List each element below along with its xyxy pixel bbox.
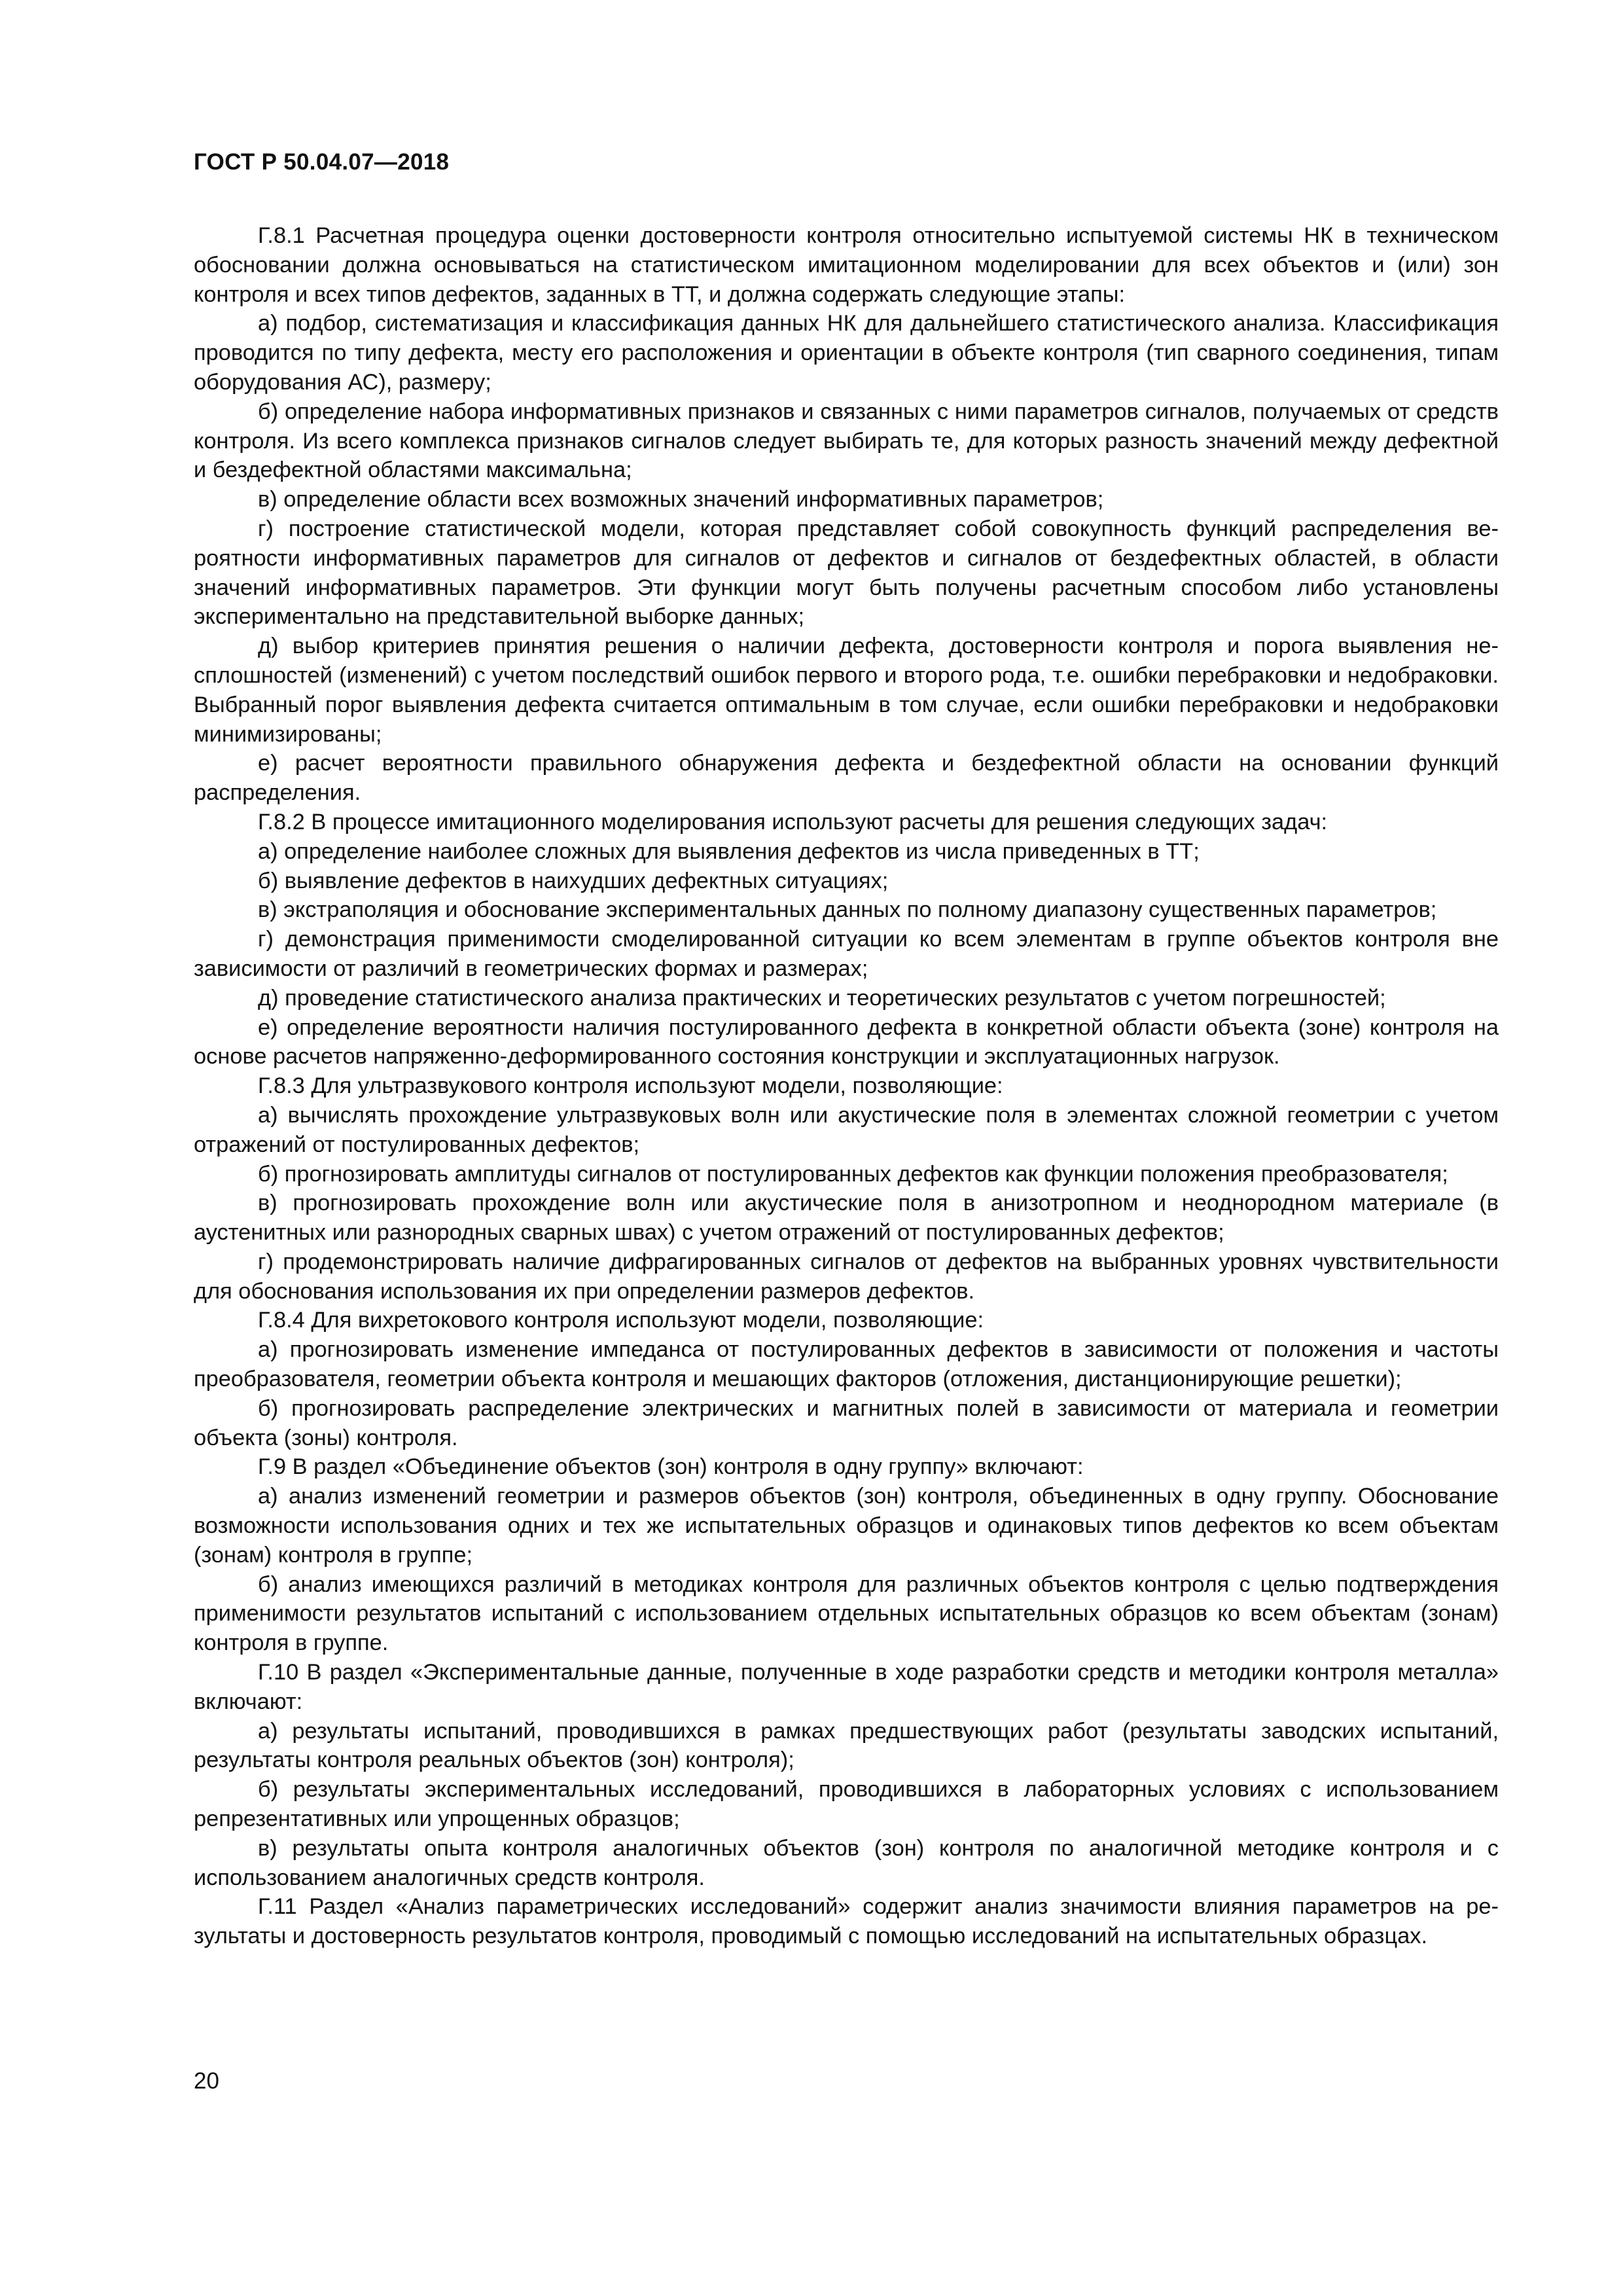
list-item-g-8-3-v: в) прогнозировать прохождение волн или акустические поля в анизотропном и неоднородном материале (в аустенитных или разнородных сварных швах) с учетом отражений от постулированных дефектов; bbox=[194, 1191, 1499, 1246]
paragraph-g-10: Г.10 В раздел «Экспериментальные данные, полученные в ходе разработки средств и методики контроля металла» включают: bbox=[194, 1660, 1499, 1714]
list-item-g-8-4-a: а) прогнозировать изменение импеданса от постулированных дефектов в зависимости от положения и частоты преобразователя, геометрии объекта контроля и мешающих факторов (отложения, дистанционирующие решетки); bbox=[194, 1337, 1499, 1392]
list-item-g-8-2-e: е) определение вероятности наличия постулированного дефекта в конкретной области объекта (зоне) контроля на основе расчетов напряженно-деформированного состояния конструкции и эксплуатационных нагрузок. bbox=[194, 1014, 1499, 1069]
list-item-g-8-1-g: г) построение статистической модели, которая представляет собой совокупность функций распределения вероятности информативных параметров для сигналов от дефектов и сигналов от бездефектных областей, в области значений информативных параметров. Эти функции могут быть получены расчетным способом либо установлены экспериментально на представительной выборке данных; bbox=[194, 516, 1499, 630]
list-item-g-9-a: а) анализ изменений геометрии и размеров объектов (зон) контроля, объединенных в одну группу. Обоснование возможности использования одних и тех же испытательных образцов и одинаковых типов дефектов ко всем объектам (зонам) контроля в группе; bbox=[194, 1484, 1499, 1568]
page-number: 20 bbox=[194, 2068, 219, 2094]
paragraph-g-11: Г.11 Раздел «Анализ параметрических исследований» содержит анализ значимости влияния параметров на результаты и достоверность результатов контроля, проводимый с помощью исследований на испытательных образцах. bbox=[194, 1894, 1499, 1949]
paragraph-g-8-3: Г.8.3 Для ультразвукового контроля используют модели, позволяющие: bbox=[258, 1073, 1003, 1099]
list-item-g-8-2-a: а) определение наиболее сложных для выявления дефектов из числа приведенных в ТТ; bbox=[258, 838, 1200, 864]
list-item-g-8-2-g: г) демонстрация применимости смоделированной ситуации ко всем элементам в группе объектов контроля вне зависимости от различий в геометрических формах и размерах; bbox=[194, 927, 1499, 981]
paragraph-g-9: Г.9 В раздел «Объединение объектов (зон) контроля в одну группу» включают: bbox=[258, 1454, 1084, 1480]
list-item-g-10-v: в) результаты опыта контроля аналогичных объектов (зон) контроля по аналогичной методике контроля и с использованием аналогичных средств контроля. bbox=[194, 1835, 1499, 1890]
list-item-g-8-1-b: б) определение набора информативных признаков и связанных с ними параметров сигналов, получаемых от средств контроля. Из всего комплекса признаков сигналов следует выбирать те, для которых разность значений между дефектной и бездефектной областями максимальна; bbox=[194, 399, 1499, 483]
list-item-g-8-2-d: д) проведение статистического анализа практических и теоретических результатов с учетом погрешностей; bbox=[258, 985, 1386, 1011]
list-item-g-8-4-b: б) прогнозировать распределение электрических и магнитных полей в зависимости от материала и геометрии объекта (зоны) контроля. bbox=[194, 1395, 1499, 1450]
list-item-g-8-3-b: б) прогнозировать амплитуды сигналов от постулированных дефектов как функции положения преобразователя; bbox=[258, 1161, 1448, 1187]
list-item-g-8-1-e: е) расчет вероятности правильного обнаружения дефекта и бездефектной области на основании функций распределения. bbox=[194, 751, 1499, 806]
list-item-g-9-b: б) анализ имеющихся различий в методиках контроля для различных объектов контроля с целью подтверждения применимости результатов испытаний с использованием отдельных испытательных образцов ко всем объектам (зонам) контроля в группе. bbox=[194, 1571, 1499, 1656]
list-item-g-8-1-v: в) определение области всех возможных значений информативных параметров; bbox=[258, 487, 1104, 512]
list-item-g-8-3-g: г) продемонстрировать наличие дифрагированных сигналов от дефектов на выбранных уровнях чувствительности для обоснования использования их при определении размеров дефектов. bbox=[194, 1249, 1499, 1304]
list-item-g-8-1-d: д) выбор критериев принятия решения о наличии дефекта, достоверности контроля и порога выявления несплошностей (изменений) с учетом последствий ошибок первого и второго рода, т.е. ошибки перебраковки и недобраковки. Выбранный порог выявления дефекта считается оптимальным в том случае, если ошибки перебраковки и недобраковки минимизированы; bbox=[194, 634, 1499, 747]
list-item-g-10-b: б) результаты экспериментальных исследований, проводившихся в лабораторных условиях с использованием репрезентативных или упрощенных образцов; bbox=[194, 1777, 1499, 1832]
list-item-g-8-2-v: в) экстраполяция и обоснование экспериментальных данных по полному диапазону существенных параметров; bbox=[258, 897, 1437, 923]
document-header: ГОСТ Р 50.04.07—2018 bbox=[194, 149, 450, 175]
list-item-g-8-2-b: б) выявление дефектов в наихудших дефектных ситуациях; bbox=[258, 868, 889, 893]
list-item-g-8-1-a: а) подбор, систематизация и классификация данных НК для дальнейшего статистического анализа. Классификация проводится по типу дефекта, месту его расположения и ориентации в объекте контроля (тип сварного соединения, типам оборудования АС), размеру; bbox=[194, 311, 1499, 395]
list-item-g-8-3-a: а) вычислять прохождение ультразвуковых волн или акустические поля в элементах сложной геометрии с учетом отражений от постулированных дефектов; bbox=[194, 1102, 1499, 1157]
body-text bbox=[194, 221, 1499, 1951]
paragraph-g-8-4: Г.8.4 Для вихретокового контроля используют модели, позволяющие: bbox=[258, 1308, 984, 1333]
paragraph-g-8-2: Г.8.2 В процессе имитационного моделирования используют расчеты для решения следующих задач: bbox=[258, 809, 1328, 834]
paragraph-g-8-1: Г.8.1 Расчетная процедура оценки достоверности контроля относительно испытуемой системы НК в техническом обосновании должна основываться на статистическом имитационном моделировании для всех объектов и (или) зон контроля и всех типов дефектов, заданных в ТТ, и должна содержать следующие этапы: bbox=[194, 223, 1499, 307]
list-item-g-10-a: а) результаты испытаний, проводившихся в рамках предшествующих работ (результаты заводских испытаний, результаты контроля реальных объектов (зон) контроля); bbox=[194, 1718, 1499, 1773]
